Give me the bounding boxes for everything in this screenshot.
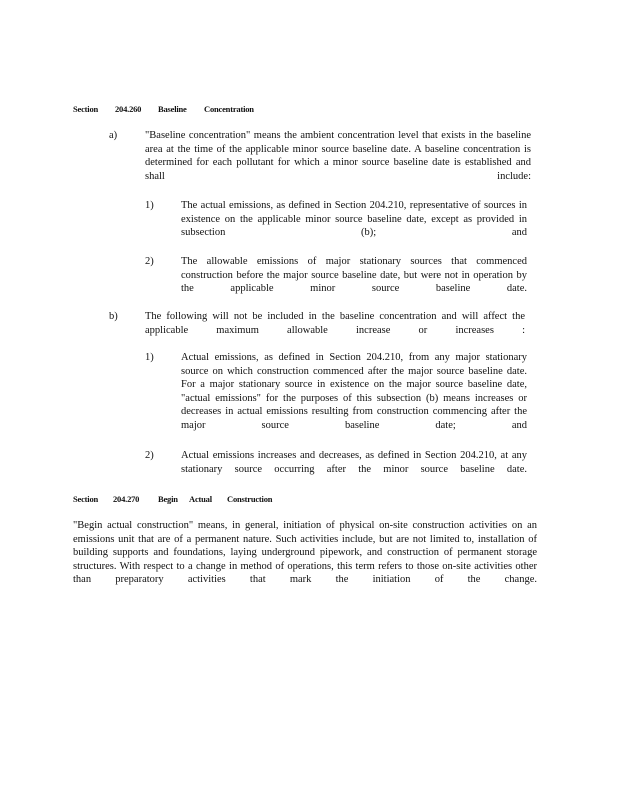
- section-204-260-heading: [73, 103, 254, 117]
- section-number: 204.260: [115, 104, 142, 114]
- paragraph-b-text: The following will not be included in the baseline concentration and will affect the applicable maximum allowable increase or increases :: [145, 311, 525, 336]
- section-204-270-heading: [73, 493, 272, 507]
- paragraph-b2-label: 2): [145, 450, 154, 461]
- paragraph-b1-label: 1): [145, 352, 154, 363]
- section-204-270-text: "Begin actual construction" means, in general, initiation of physical on-site construction activities on an emissions unit that are of a permanent nature. Such activities include, but are not limited to, installation of building supports and foundations, laying underground pipework, and construction of permanent storage structures. With respect to a change in method of operations, this term refers to those on-site activities other than preparatory activities that mark the initiation of the change.: [73, 520, 537, 586]
- paragraph-a1-text: The actual emissions, as defined in Section 204.210, representative of sources in existence on the applicable minor source baseline date, except as provided in subsection (b); and: [181, 200, 527, 239]
- paragraph-b-label: b): [109, 311, 118, 322]
- paragraph-b2-text: Actual emissions increases and decreases, as defined in Section 204.210, at any stationary source occurring after the minor source baseline date.: [181, 450, 527, 475]
- section-word: Section: [73, 494, 99, 504]
- section-number: 204.270: [113, 494, 140, 504]
- paragraph-a-label: a): [109, 130, 118, 141]
- paragraph-b1-text: Actual emissions, as defined in Section 204.210, from any major stationary source on which construction commenced after the major source baseline date. For a major stationary source in existence on the major source baseline date, "actual emissions" for the purposes of this subsection (b) means increases or decreases in actual emissions resulting from construction commencing after the major source baseline date; and: [181, 352, 527, 431]
- section-title-word-3: Construction: [227, 494, 273, 504]
- paragraph-a2-text: The allowable emissions of major stationary sources that commenced construction before the major source baseline date, but were not in operation by the applicable minor source baseline date.: [181, 256, 527, 295]
- paragraph-a2-label: 2): [145, 256, 154, 267]
- paragraph-a1-label: 1): [145, 200, 154, 211]
- paragraph-a-text: "Baseline concentration" means the ambient concentration level that exists in the baseline area at the time of the applicable minor source baseline date. A baseline concentration is determined for each pollutant for which a minor source baseline date is established and shall include:: [145, 130, 531, 182]
- section-title-word-2: Actual: [189, 494, 212, 504]
- section-title-word-1: Baseline: [158, 104, 187, 114]
- section-title-word-2: Concentration: [204, 104, 254, 114]
- section-title-word-1: Begin: [158, 494, 178, 504]
- section-word: Section: [73, 104, 99, 114]
